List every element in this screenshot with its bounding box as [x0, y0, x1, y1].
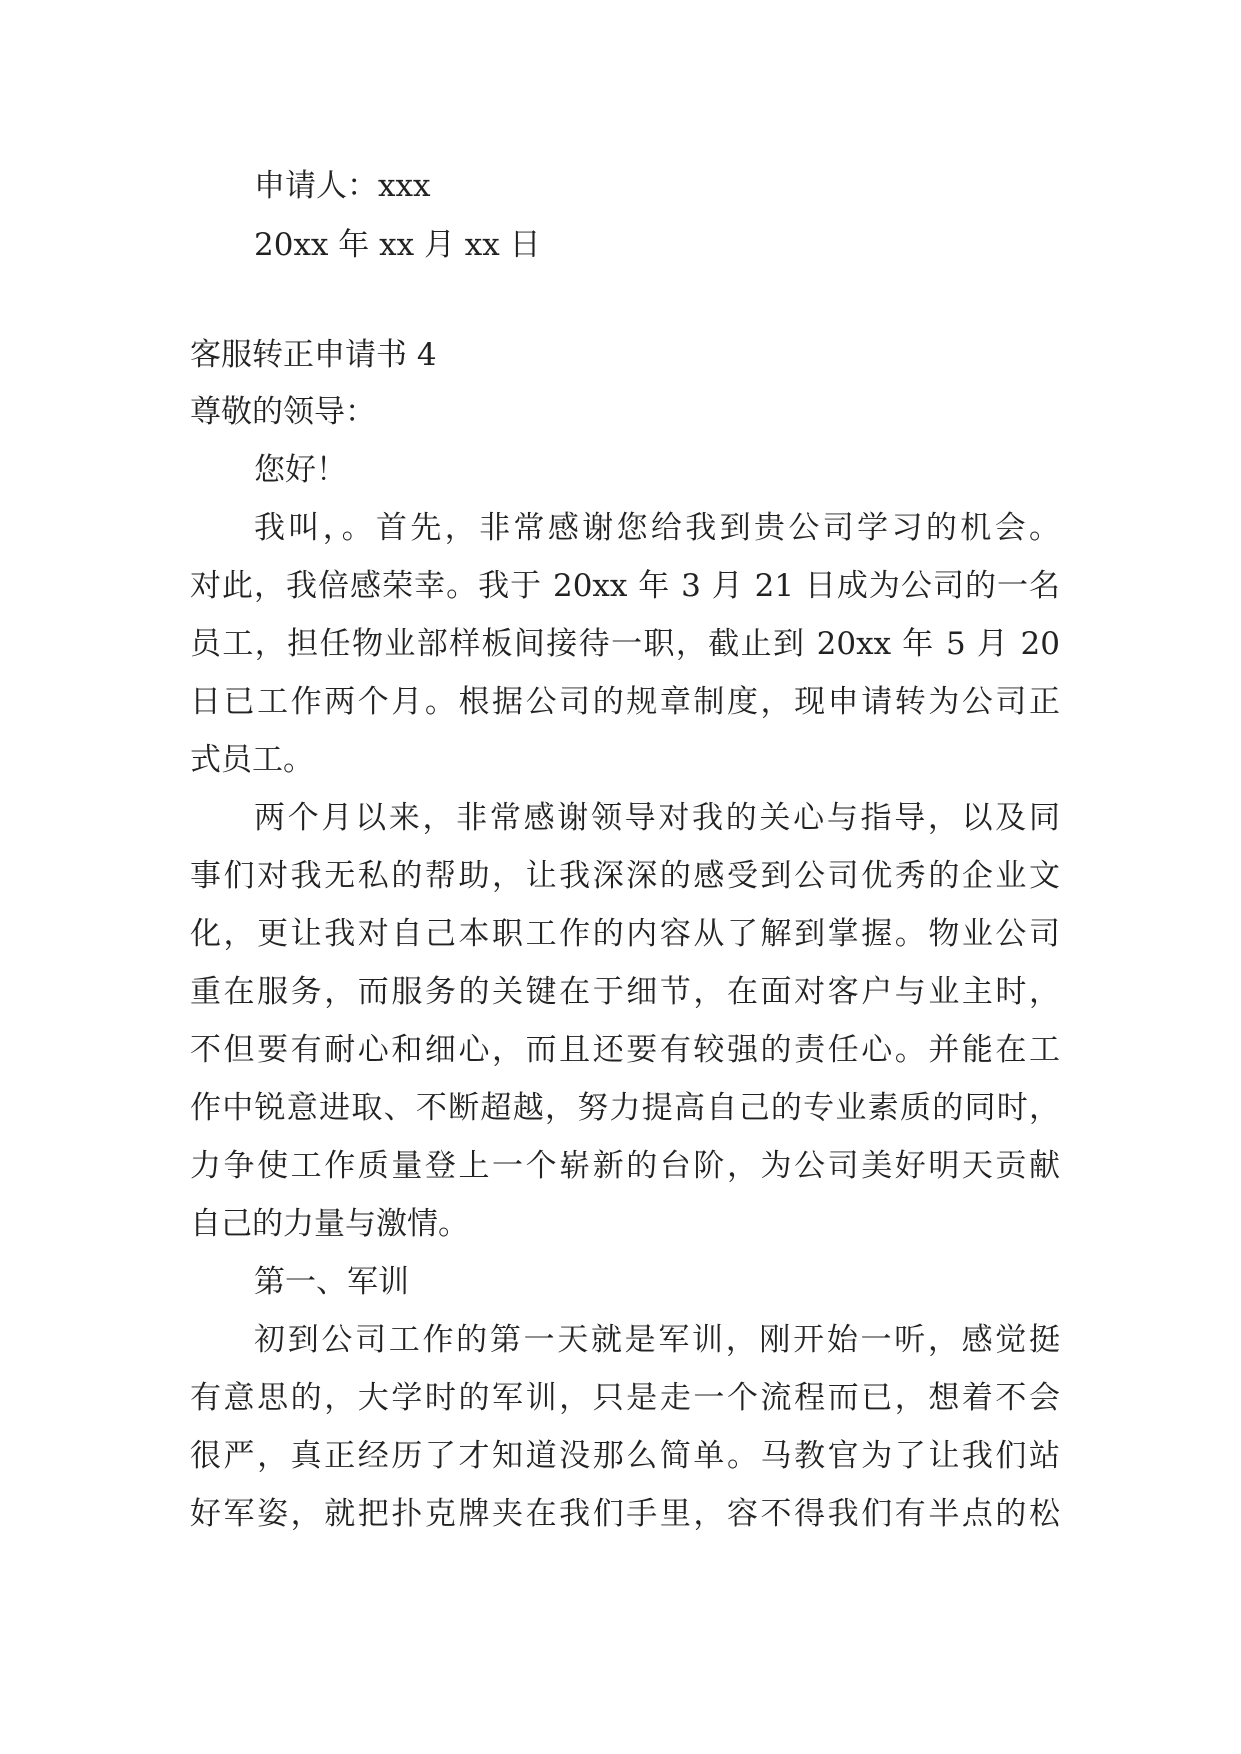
paragraph-line: 作中锐意进取、不断超越，努力提高自己的专业素质的同时，	[190, 1090, 1060, 1126]
paragraph-line: 事们对我无私的帮助，让我深深的感受到公司优秀的企业文	[190, 858, 1060, 894]
signature-date: 20xx 年 xx 月 xx 日	[254, 227, 541, 263]
paragraph-line: 不但要有耐心和细心，而且还要有较强的责任心。并能在工	[190, 1032, 1060, 1068]
paragraph-line: 初到公司工作的第一天就是军训，刚开始一听，感觉挺	[254, 1322, 1060, 1358]
letter-title: 客服转正申请书 4	[190, 337, 437, 373]
paragraph-line: 式员工。	[190, 742, 314, 778]
paragraph-line: 日已工作两个月。根据公司的规章制度，现申请转为公司正	[190, 684, 1060, 720]
paragraph-line: 我叫，。首先，非常感谢您给我到贵公司学习的机会。	[254, 510, 1060, 546]
paragraph-line: 对此，我倍感荣幸。我于 20xx 年 3 月 21 日成为公司的一名	[190, 568, 1060, 604]
paragraph-line: 重在服务，而服务的关键在于细节，在面对客户与业主时，	[190, 974, 1060, 1010]
applicant-signature: 申请人：xxx	[254, 168, 431, 204]
paragraph-line: 好军姿，就把扑克牌夹在我们手里，容不得我们有半点的松	[190, 1496, 1060, 1532]
greeting: 您好！	[254, 452, 347, 488]
paragraph-line: 自己的力量与激情。	[190, 1206, 469, 1242]
section-heading: 第一、军训	[254, 1264, 409, 1300]
paragraph-line: 力争使工作质量登上一个崭新的台阶，为公司美好明天贡献	[190, 1148, 1060, 1184]
paragraph-line: 两个月以来，非常感谢领导对我的关心与指导，以及同	[254, 800, 1060, 836]
paragraph-line: 有意思的，大学时的军训，只是走一个流程而已，想着不会	[190, 1380, 1060, 1416]
paragraph-line: 员工，担任物业部样板间接待一职，截止到 20xx 年 5 月 20	[190, 626, 1060, 662]
paragraph-line: 很严，真正经历了才知道没那么简单。马教官为了让我们站	[190, 1438, 1060, 1474]
salutation: 尊敬的领导：	[190, 394, 376, 430]
paragraph-line: 化，更让我对自己本职工作的内容从了解到掌握。物业公司	[190, 916, 1060, 952]
